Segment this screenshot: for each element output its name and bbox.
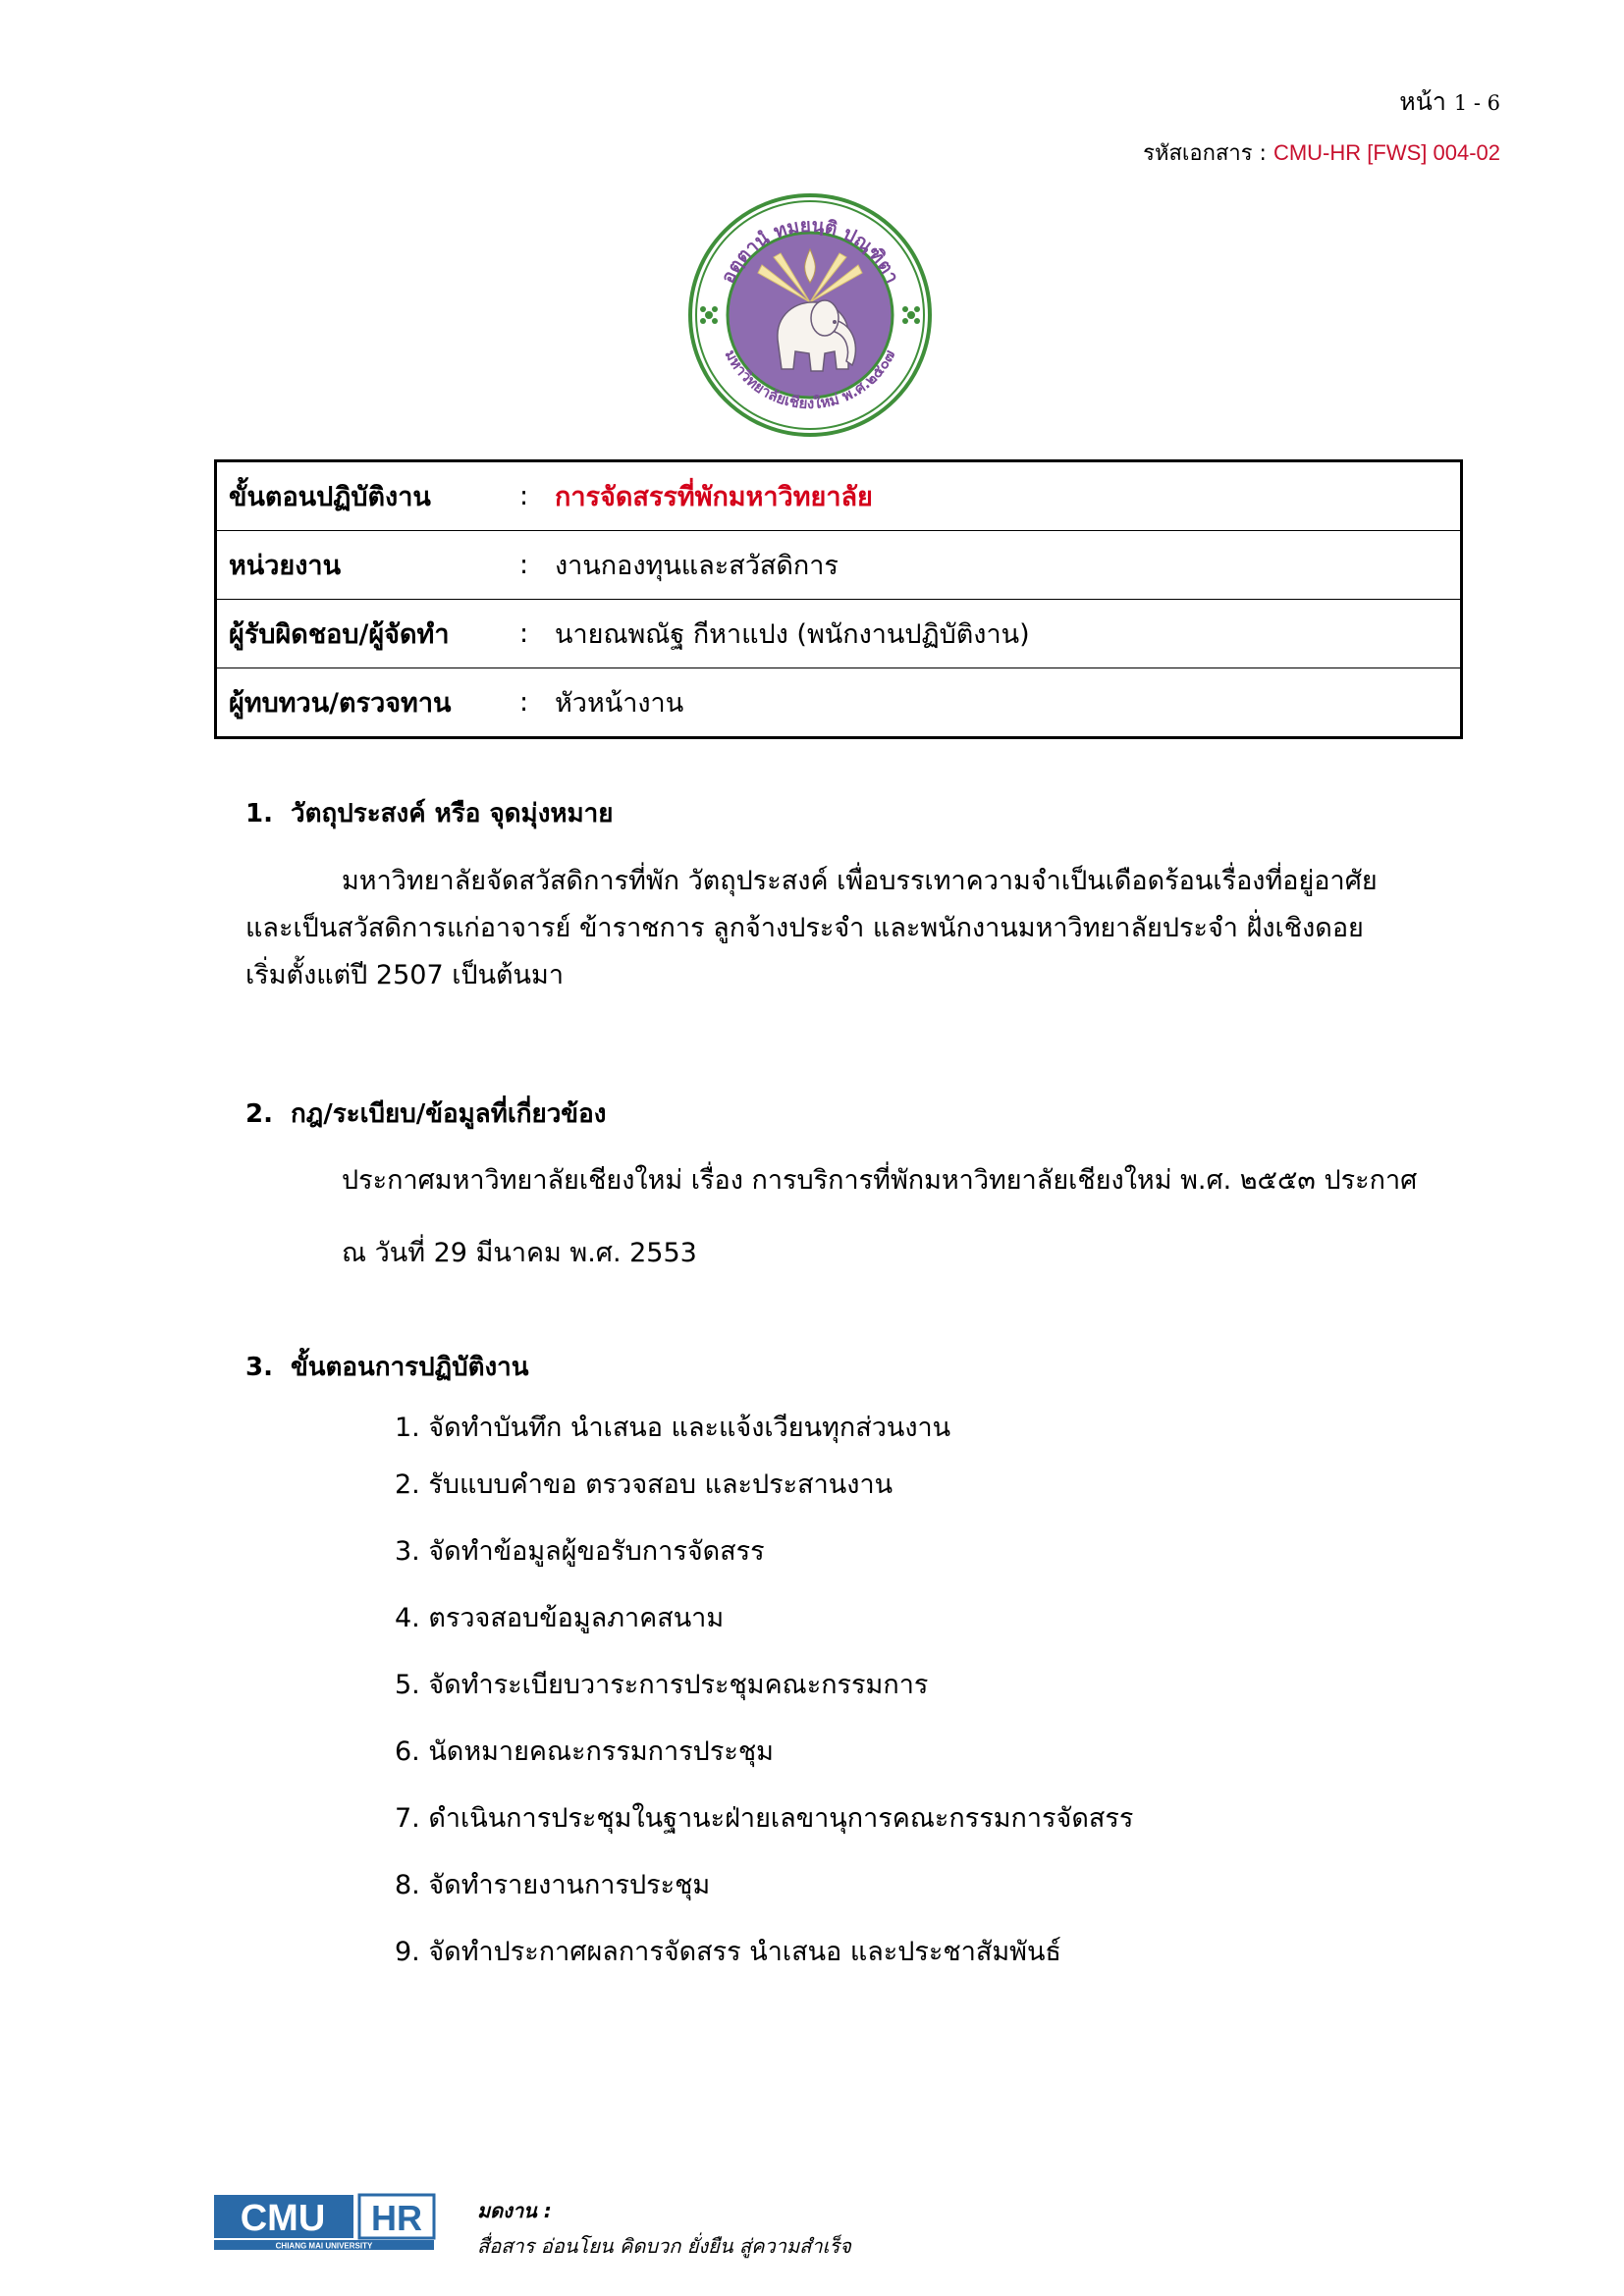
info-key: ผู้ทบทวน/ตรวจทาน [229,688,452,719]
info-colon: : [519,531,555,600]
procedure-step: 2. รับแบบคำขอ ตรวจสอบ และประสานงาน [395,1469,893,1500]
section-title: กฎ/ระเบียบ/ข้อมูลที่เกี่ยวข้อง [291,1099,607,1129]
info-key: ขั้นตอนปฏิบัติงาน [216,461,520,531]
regulations-line-1: ประกาศมหาวิทยาลัยเชียงใหม่ เรื่อง การบริการที่พักมหาวิทยาลัยเชียงใหม่ พ.ศ. ๒๕๕๓ ประกาศ [342,1165,1418,1196]
info-key: ผู้รับผิดชอบ/ผู้จัดทำ [216,600,520,668]
footer-slogan [477,2193,851,2264]
doc-code-label: รหัสเอกสาร : [1143,141,1267,166]
procedure-step: 5. จัดทำระเบียบวาระการประชุมคณะกรรมการ [395,1670,929,1700]
paragraph-line: และเป็นสวัสดิการแก่อาจารย์ ข้าราชการ ลูกจ้างประจำ และพนักงานมหาวิทยาลัยประจำ ฝั่งเชิงดอย [245,913,1364,943]
section-number: 1. [245,799,273,828]
doc-code-value: CMU-HR [FWS] 004-02 [1272,140,1500,165]
footer-line-1: มดงาน : [477,2199,552,2222]
logo-cmu-text: CMU [240,2198,326,2239]
info-row-procedure [216,461,1462,531]
regulations-line-2: ณ วันที่ 29 มีนาคม พ.ศ. 2553 [342,1238,697,1268]
paragraph-line: เริ่มตั้งแต่ปี 2507 เป็นต้นมา [245,960,564,990]
logo-sub-text: CHIANG MAI UNIVERSITY [275,2241,373,2251]
seal-top-text: อตฺตานํ ทมยนฺติ ปณฺฑิตา [717,214,903,288]
info-colon: : [519,687,529,718]
info-row-reviewer [216,668,1462,738]
procedure-info-table [214,459,1463,739]
section-number: 3. [245,1353,273,1382]
info-colon: : [519,461,555,531]
procedure-step: 7. ดำเนินการประชุมในฐานะฝ่ายเลขานุการคณะกรรมการจัดสรร [395,1803,1134,1834]
document-code [1143,135,1500,170]
procedure-step: 9. จัดทำประกาศผลการจัดสรร นำเสนอ และประชาสัมพันธ์ [395,1937,1061,1967]
section-title: วัตถุประสงค์ หรือ จุดมุ่งหมาย [291,799,614,828]
procedure-step: 1. จัดทำบันทึก นำเสนอ และแจ้งเวียนทุกส่วนงาน [395,1413,951,1443]
objective-paragraph [245,858,1443,999]
procedure-step: 6. นัดหมายคณะกรรมการประชุม [395,1736,774,1767]
footer-line-2: สื่อสาร อ่อนโยน คิดบวก ยั่งยืน สู่ความสำเร็จ [477,2234,851,2258]
info-row-responsible [216,600,1462,668]
info-value: หัวหน้างาน [555,688,684,719]
section-heading-objective [245,793,614,833]
procedure-step: 8. จัดทำรายงานการประชุม [395,1870,711,1900]
procedure-step: 3. จัดทำข้อมูลผู้ขอรับการจัดสรร [395,1536,765,1567]
section-heading-regulations [245,1094,606,1134]
info-value-procedure-title: การจัดสรรที่พักมหาวิทยาลัย [555,461,1462,531]
procedure-step: 4. ตรวจสอบข้อมูลภาคสนาม [395,1603,725,1633]
page-number [1399,82,1500,122]
page-label: หน้า [1399,87,1446,116]
university-seal-logo [687,192,933,438]
section-title: ขั้นตอนการปฏิบัติงาน [291,1353,529,1382]
info-value: งานกองทุนและสวัสดิการ [555,531,1462,600]
section-number: 2. [245,1099,273,1129]
logo-hr-text: HR [371,2198,422,2238]
page-value: 1 - 6 [1453,91,1500,115]
seal-bottom-text: มหาวิทยาลัยเชียงใหม่ พ.ศ.๒๕๐๗ [721,347,899,413]
section-heading-procedure [245,1347,529,1387]
info-row-unit [216,531,1462,600]
paragraph-line: มหาวิทยาลัยจัดสวัสดิการที่พัก วัตถุประสงค์ เพื่อบรรเทาความจำเป็นเดือดร้อนเรื่องที่อยู่อาศัย [342,866,1378,896]
info-key: หน่วยงาน [216,531,520,600]
info-value: นายณพณัฐ กีหาแปง (พนักงานปฏิบัติงาน) [555,600,1462,668]
info-colon: : [519,600,555,668]
cmu-hr-logo [212,2193,438,2252]
